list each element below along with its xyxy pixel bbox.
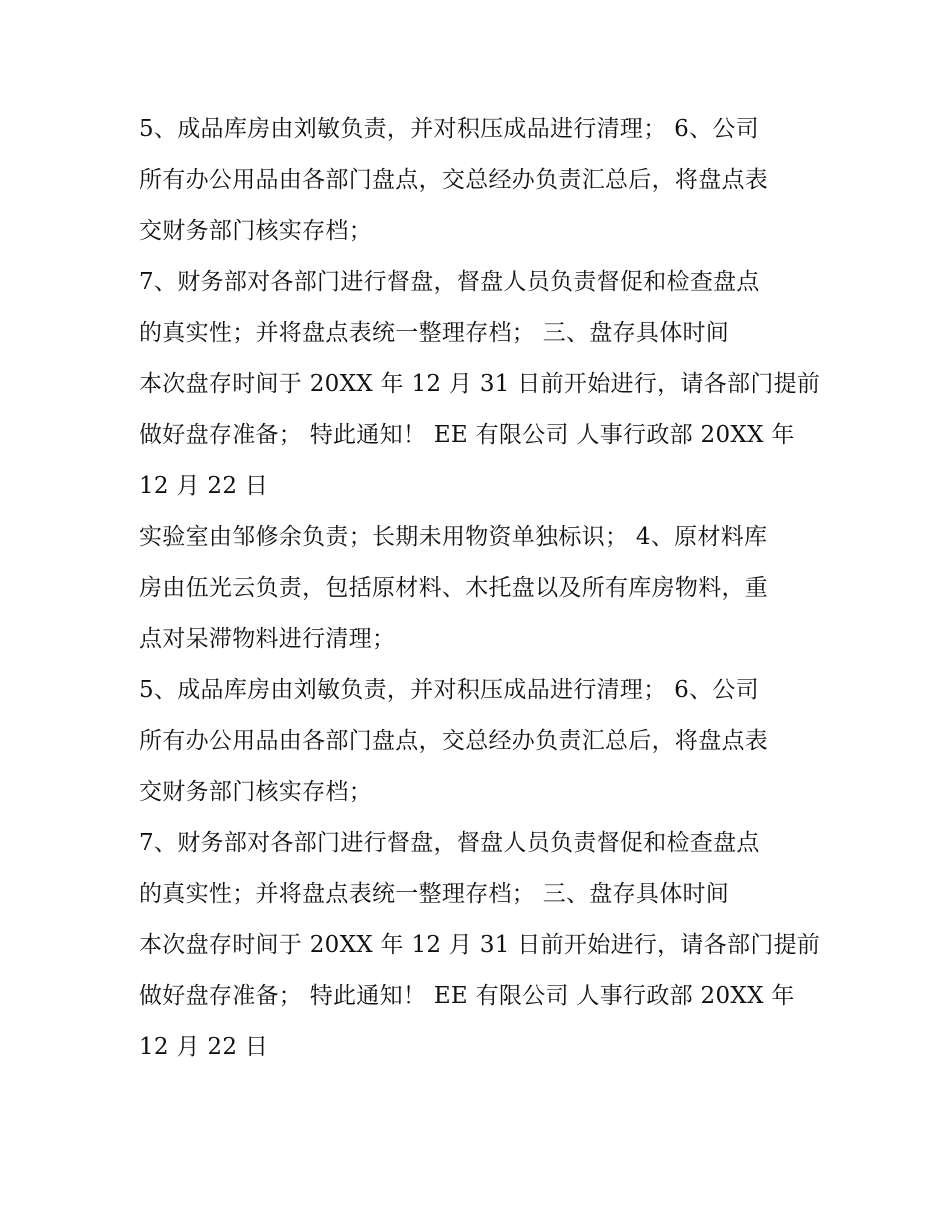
text-line: 所有办公用品由各部门盘点，交总经办负责汇总后，将盘点表 [139, 167, 769, 193]
text-line: 的真实性；并将盘点表统一整理存档； 三、盘存具体时间 [139, 320, 730, 346]
text-line: 5、成品库房由刘敏负责，并对积压成品进行清理； 6、公司 [139, 116, 759, 142]
document-body [139, 104, 819, 1073]
text-line: 所有办公用品由各部门盘点，交总经办负责汇总后，将盘点表 [139, 728, 769, 754]
text-line: 做好盘存准备； 特此通知！ EE 有限公司 人事行政部 20XX 年 [139, 983, 795, 1009]
text-line: 7、财务部对各部门进行督盘，督盘人员负责督促和检查盘点 [139, 830, 760, 856]
text-line: 本次盘存时间于 20XX 年 12 月 31 日前开始进行，请各部门提前 [139, 371, 821, 397]
text-line: 实验室由邹修余负责；长期未用物资单独标识； 4、原材料库 [139, 524, 768, 550]
text-line: 的真实性；并将盘点表统一整理存档； 三、盘存具体时间 [139, 881, 730, 907]
text-line: 12 月 22 日 [139, 1034, 269, 1060]
text-line: 做好盘存准备； 特此通知！ EE 有限公司 人事行政部 20XX 年 [139, 422, 795, 448]
text-line: 5、成品库房由刘敏负责，并对积压成品进行清理； 6、公司 [139, 677, 759, 703]
text-line: 12 月 22 日 [139, 473, 269, 499]
text-line: 点对呆滞物料进行清理； [139, 626, 396, 652]
text-line: 7、财务部对各部门进行督盘，督盘人员负责督促和检查盘点 [139, 269, 760, 295]
text-line: 交财务部门核实存档； [139, 779, 372, 805]
text-line: 交财务部门核实存档； [139, 218, 372, 244]
text-line: 房由伍光云负责，包括原材料、木托盘以及所有库房物料，重 [139, 575, 769, 601]
text-line: 本次盘存时间于 20XX 年 12 月 31 日前开始进行，请各部门提前 [139, 932, 821, 958]
